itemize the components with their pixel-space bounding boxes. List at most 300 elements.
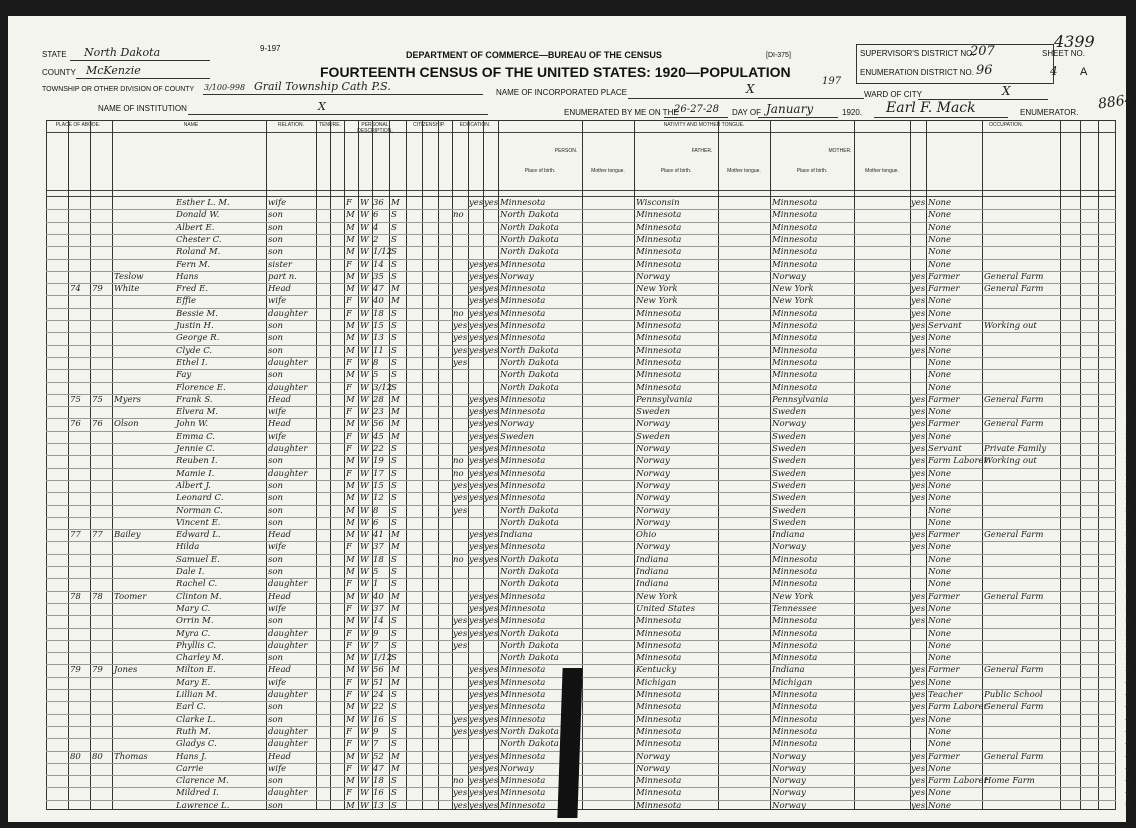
form-code: [DI-375] <box>766 52 791 59</box>
cell-dw <box>92 246 108 259</box>
cell-sex: F <box>346 357 352 368</box>
township-label: TOWNSHIP OR OTHER DIVISION OF COUNTY <box>42 86 195 93</box>
cell-sex: M <box>346 234 355 245</box>
table-row <box>46 541 1132 554</box>
line-number: 2 <box>1128 212 1132 219</box>
cell-eng <box>911 566 926 579</box>
cell-bp: North Dakota <box>500 726 559 737</box>
cell-ind <box>984 295 1060 308</box>
cell-race: W <box>360 640 369 651</box>
cell-rd <box>469 382 483 395</box>
cell-sch <box>453 689 468 702</box>
cell-sch <box>453 259 468 272</box>
table-row <box>46 578 1132 591</box>
line-number: 6 <box>1128 261 1132 268</box>
cell-wr: yes <box>484 776 499 787</box>
cell-bp: Minnesota <box>500 468 546 479</box>
cell-dw <box>92 382 108 395</box>
cell-rd <box>469 652 483 665</box>
cell-wr: yes <box>484 493 499 504</box>
cell-fam: 76 <box>70 419 81 430</box>
line-number: 9 <box>1128 298 1132 305</box>
cell-bp: Minnesota <box>500 714 546 725</box>
cell-race: W <box>360 456 369 467</box>
cell-mbp: Norway <box>772 788 806 799</box>
cell-sch: yes <box>453 321 468 331</box>
cell-fam <box>70 615 86 628</box>
cell-fbp: Minnesota <box>636 726 682 737</box>
cell-rel: daughter <box>268 739 308 750</box>
cell-given: Esther L. M. <box>176 198 230 208</box>
cell-bp: Minnesota <box>500 321 546 331</box>
cell-sex: M <box>346 800 355 811</box>
cell-wr <box>484 517 498 530</box>
table-row <box>46 566 1132 579</box>
cell-mbp: Minnesota <box>772 726 818 737</box>
cell-given: Charley M. <box>176 653 224 664</box>
cell-fbp: Norway <box>636 493 670 504</box>
township-value: Grail Township Cath P.S. <box>254 80 391 93</box>
cell-dw <box>92 517 108 530</box>
cell-eng <box>911 554 926 567</box>
cell-fam <box>70 308 86 321</box>
cell-occ: None <box>928 407 952 418</box>
cell-mbp: Norway <box>772 751 806 762</box>
cell-sch <box>453 283 468 296</box>
incorporated-value: X <box>746 82 755 96</box>
cell-race: W <box>360 665 369 676</box>
table-row <box>46 640 1132 653</box>
cell-rd <box>469 209 483 222</box>
cell-surname <box>114 652 174 665</box>
header-mother-tongue: Mother tongue. <box>865 168 899 174</box>
cell-fam <box>70 677 86 690</box>
cell-sex: M <box>346 776 355 787</box>
cell-fam <box>70 738 86 751</box>
cell-bp: Minnesota <box>500 259 546 270</box>
cell-race: W <box>360 776 369 787</box>
cell-rel: Head <box>268 530 291 541</box>
cell-occ: None <box>928 603 952 614</box>
cell-fam <box>70 197 86 210</box>
cell-sex: M <box>346 616 355 627</box>
cell-sex: F <box>346 579 352 590</box>
cell-mbp: Minnesota <box>772 247 818 258</box>
cell-race: W <box>360 702 369 713</box>
cell-ind <box>984 787 1060 800</box>
cell-race: W <box>360 308 369 319</box>
cell-sex: M <box>346 247 355 258</box>
day-of-label: DAY OF <box>732 108 762 117</box>
cell-rel: part n. <box>268 271 297 282</box>
cell-dw <box>92 714 108 727</box>
cell-occ: Servant <box>928 321 962 331</box>
cell-bp: Norway <box>500 419 534 430</box>
cell-race: W <box>360 345 369 356</box>
cell-eng: yes <box>911 665 926 676</box>
cell-surname <box>114 541 174 554</box>
cell-occ: Farm Laborer <box>928 776 988 787</box>
cell-occ: None <box>928 505 952 516</box>
cell-dw <box>92 578 108 591</box>
cell-mar: M <box>391 751 400 762</box>
cell-fam <box>70 406 86 419</box>
cell-fam <box>70 652 86 665</box>
cell-rd: yes <box>469 259 484 270</box>
table-row <box>46 382 1132 395</box>
cell-given: Norman C. <box>176 505 223 516</box>
cell-occ: None <box>928 493 952 504</box>
cell-age: 5 <box>373 567 379 577</box>
cell-wr <box>484 357 498 370</box>
cell-mar: S <box>391 739 397 750</box>
cell-given: John W. <box>176 419 209 430</box>
line-number: 46 <box>1125 753 1132 760</box>
cell-rel: daughter <box>268 726 308 737</box>
cell-mbp: Indiana <box>772 530 805 541</box>
cell-mar: M <box>391 591 400 602</box>
cell-mar: M <box>391 419 400 430</box>
header-nativity: NATIVITY AND MOTHER TONGUE. <box>663 122 745 128</box>
cell-wr: yes <box>484 296 499 307</box>
cell-rel: son <box>268 333 283 344</box>
cell-fbp: Minnesota <box>636 321 682 331</box>
cell-rd: yes <box>469 714 484 725</box>
state-label: STATE <box>42 50 67 59</box>
cell-occ: Farmer <box>928 530 960 541</box>
cell-fbp: Wisconsin <box>636 198 680 208</box>
cell-rel: daughter <box>268 628 308 639</box>
cell-fbp: Norway <box>636 468 670 479</box>
cell-fam: 80 <box>70 751 81 762</box>
cell-sex: F <box>346 198 352 208</box>
line-number: 49 <box>1125 790 1132 797</box>
cell-fbp: Minnesota <box>636 690 682 700</box>
cell-eng: yes <box>911 603 926 614</box>
cell-mbp: Minnesota <box>772 210 818 221</box>
cell-given: Emma C. <box>176 431 215 442</box>
table-row <box>46 591 1132 604</box>
cell-surname <box>114 308 174 321</box>
cell-mbp: Minnesota <box>772 739 818 750</box>
cell-bp: North Dakota <box>500 517 559 528</box>
cell-wr: yes <box>484 800 499 811</box>
cell-ind <box>984 357 1060 370</box>
cell-sch: yes <box>453 714 468 725</box>
cell-wr <box>484 578 498 591</box>
cell-mar: M <box>391 542 400 553</box>
cell-sch: yes <box>453 333 468 344</box>
cell-eng: yes <box>911 431 926 442</box>
cell-mar: S <box>391 382 397 393</box>
cell-given: Clinton M. <box>176 591 222 602</box>
cell-age: 1/12 <box>373 653 393 664</box>
cell-bp: Norway <box>500 763 534 774</box>
cell-mbp: Sweden <box>772 431 807 442</box>
header-name: NAME <box>183 122 199 128</box>
line-number: 39 <box>1125 667 1132 674</box>
cell-bp: Minnesota <box>500 284 546 295</box>
cell-mar: S <box>391 726 397 737</box>
enumerated-days: 26-27-28 <box>674 104 719 115</box>
cell-surname <box>114 505 174 518</box>
cell-mar: S <box>391 222 397 233</box>
cell-eng: yes <box>911 542 926 553</box>
table-row <box>46 468 1132 481</box>
sheet-label: SHEET NO. <box>1042 49 1085 58</box>
cell-rd: yes <box>469 726 484 737</box>
cell-race: W <box>360 677 369 688</box>
cell-wr: yes <box>484 198 499 208</box>
cell-mbp: Minnesota <box>772 653 818 664</box>
cell-sch <box>453 529 468 542</box>
cell-dw <box>92 443 108 456</box>
line-number: 17 <box>1125 396 1132 403</box>
cell-dw <box>92 271 108 284</box>
cell-ind: General Farm <box>984 591 1044 602</box>
cell-rel: sister <box>268 259 292 270</box>
cell-sex: F <box>346 468 352 479</box>
cell-age: 36 <box>373 198 384 208</box>
cell-sex: M <box>346 567 355 577</box>
header-place-of-abode: PLACE OF ABODE. <box>55 122 101 128</box>
cell-ind <box>984 566 1060 579</box>
cell-occ: None <box>928 259 952 270</box>
cell-bp: Minnesota <box>500 677 546 688</box>
cell-given: Bessie M. <box>176 308 218 319</box>
cell-fam <box>70 714 86 727</box>
cell-surname <box>114 763 174 776</box>
cell-wr <box>484 222 498 235</box>
cell-fbp: Minnesota <box>636 628 682 639</box>
cell-sex: M <box>346 714 355 725</box>
cell-age: 37 <box>373 542 384 553</box>
cell-rd <box>469 246 483 259</box>
cell-fbp: Minnesota <box>636 788 682 799</box>
table-row <box>46 787 1132 800</box>
cell-rd <box>469 369 483 382</box>
cell-mbp: Minnesota <box>772 222 818 233</box>
cell-mar: S <box>391 259 397 270</box>
cell-rd <box>469 505 483 518</box>
cell-mbp: Sweden <box>772 517 807 528</box>
cell-surname <box>114 726 174 739</box>
cell-sex: F <box>346 308 352 319</box>
cell-rel: daughter <box>268 579 308 590</box>
cell-wr: yes <box>484 788 499 799</box>
cell-rd <box>469 517 483 530</box>
cell-fbp: Norway <box>636 444 670 454</box>
cell-age: 40 <box>373 591 384 602</box>
table-row <box>46 738 1132 751</box>
cell-mbp: Norway <box>772 271 806 282</box>
cell-sch: no <box>453 554 464 565</box>
census-rows <box>46 197 1132 811</box>
cell-fbp: Sweden <box>636 431 671 442</box>
cell-given: Fay <box>176 370 192 381</box>
cell-sex: M <box>346 419 355 430</box>
cell-given: Vincent E. <box>176 517 221 528</box>
cell-sex: M <box>346 370 355 381</box>
cell-rel: Head <box>268 284 291 295</box>
cell-occ: Farmer <box>928 591 960 602</box>
enumerated-label: ENUMERATED BY ME ON THE <box>564 108 679 117</box>
cell-given: Rachel C. <box>176 579 218 590</box>
cell-ind <box>984 517 1060 530</box>
cell-age: 41 <box>373 530 384 541</box>
enumeration-value: 96 <box>976 63 993 78</box>
header-personal-description: PERSONAL DESCRIPTION. <box>357 122 393 134</box>
cell-ind <box>984 505 1060 518</box>
line-number: 4 <box>1128 236 1132 243</box>
cell-surname <box>114 320 174 333</box>
cell-age: 2 <box>373 234 379 245</box>
cell-mar: S <box>391 800 397 811</box>
table-row <box>46 283 1132 296</box>
cell-sch <box>453 222 468 235</box>
cell-dw <box>92 332 108 345</box>
cell-surname <box>114 197 174 210</box>
cell-rel: son <box>268 247 283 258</box>
cell-surname <box>114 578 174 591</box>
cell-eng: yes <box>911 419 926 430</box>
cell-eng: yes <box>911 530 926 541</box>
cell-fbp: Minnesota <box>636 640 682 651</box>
cell-sch <box>453 751 468 764</box>
cell-ind <box>984 714 1060 727</box>
cell-sex: M <box>346 284 355 295</box>
cell-fbp: Norway <box>636 456 670 467</box>
cell-age: 22 <box>373 702 384 713</box>
cell-eng: yes <box>911 296 926 307</box>
cell-ind: General Farm <box>984 271 1044 282</box>
cell-fbp: Pennsylvania <box>636 394 693 405</box>
cell-given: Orrin M. <box>176 616 214 627</box>
cell-bp: North Dakota <box>500 357 559 368</box>
cell-mar: S <box>391 234 397 245</box>
header-father-tongue: Mother tongue. <box>727 168 761 174</box>
institution-label: NAME OF INSTITUTION <box>98 104 187 113</box>
cell-ind <box>984 615 1060 628</box>
cell-ind <box>984 308 1060 321</box>
cell-eng: yes <box>911 751 926 762</box>
cell-occ: None <box>928 370 952 381</box>
cell-dw <box>92 357 108 370</box>
cell-surname: Myers <box>114 394 141 405</box>
cell-sch <box>453 578 468 591</box>
cell-mar: M <box>391 530 400 541</box>
cell-eng <box>911 259 926 272</box>
cell-rd: yes <box>469 628 484 639</box>
cell-rd: yes <box>469 431 484 442</box>
cell-sch <box>453 566 468 579</box>
cell-wr <box>484 738 498 751</box>
cell-wr: yes <box>484 456 499 467</box>
cell-mbp: Minnesota <box>772 579 818 590</box>
cell-bp: Minnesota <box>500 751 546 762</box>
cell-bp: North Dakota <box>500 222 559 233</box>
cell-fbp: Ohio <box>636 530 657 541</box>
cell-mbp: Norway <box>772 776 806 787</box>
cell-race: W <box>360 800 369 811</box>
cell-race: W <box>360 493 369 504</box>
cell-eng <box>911 369 926 382</box>
cell-wr: yes <box>484 726 499 737</box>
cell-mar: S <box>391 554 397 565</box>
cell-surname <box>114 787 174 800</box>
cell-occ: Farmer <box>928 284 960 295</box>
cell-rel: son <box>268 210 283 221</box>
cell-sch: no <box>453 468 464 479</box>
cell-sch <box>453 652 468 665</box>
cell-occ: None <box>928 739 952 750</box>
cell-sch <box>453 664 468 677</box>
cell-sch <box>453 197 468 210</box>
cell-sex: F <box>346 444 352 454</box>
line-number: 43 <box>1125 716 1132 723</box>
cell-mar: S <box>391 690 397 700</box>
cell-wr: yes <box>484 677 499 688</box>
cell-eng <box>911 357 926 370</box>
cell-eng <box>911 222 926 235</box>
cell-rd: yes <box>469 763 484 774</box>
cell-wr: yes <box>484 702 499 713</box>
cell-given: Hilda <box>176 542 200 553</box>
cell-rel: wife <box>268 198 287 208</box>
table-row <box>46 259 1132 272</box>
cell-sch <box>453 271 468 284</box>
cell-given: Ethel I. <box>176 357 208 368</box>
ward-value: X <box>1002 84 1011 98</box>
cell-given: Leonard C. <box>176 493 224 504</box>
cell-dw <box>92 689 108 702</box>
cell-ind <box>984 197 1060 210</box>
cell-eng: yes <box>911 763 926 774</box>
cell-occ: Farmer <box>928 665 960 676</box>
cell-fam: 77 <box>70 530 81 541</box>
cell-bp: Minnesota <box>500 333 546 344</box>
cell-rel: daughter <box>268 468 308 479</box>
cell-mar: S <box>391 321 397 331</box>
cell-rd <box>469 578 483 591</box>
cell-occ: None <box>928 480 952 491</box>
cell-occ: Farmer <box>928 419 960 430</box>
cell-fbp: Norway <box>636 419 670 430</box>
cell-sch <box>453 394 468 407</box>
cell-rel: Head <box>268 751 291 762</box>
cell-ind: General Farm <box>984 530 1044 541</box>
cell-age: 24 <box>373 690 384 700</box>
cell-given: Fred E. <box>176 284 209 295</box>
cell-fbp: Norway <box>636 542 670 553</box>
cell-given: Jennie C. <box>176 444 215 454</box>
cell-rel: son <box>268 653 283 664</box>
cell-given: Myra C. <box>176 628 211 639</box>
line-number: 16 <box>1125 384 1132 391</box>
cell-sex: M <box>346 456 355 467</box>
cell-rel: wife <box>268 763 287 774</box>
header-person: PERSON. <box>554 148 578 154</box>
cell-rd: yes <box>469 702 484 713</box>
cell-eng: yes <box>911 271 926 282</box>
cell-rd: yes <box>469 198 484 208</box>
cell-mbp: Minnesota <box>772 702 818 713</box>
cell-mar: M <box>391 677 400 688</box>
supervisor-label: SUPERVISOR'S DISTRICT NO. <box>860 49 975 58</box>
cell-fam <box>70 443 86 456</box>
cell-occ: None <box>928 308 952 319</box>
cell-sch <box>453 246 468 259</box>
